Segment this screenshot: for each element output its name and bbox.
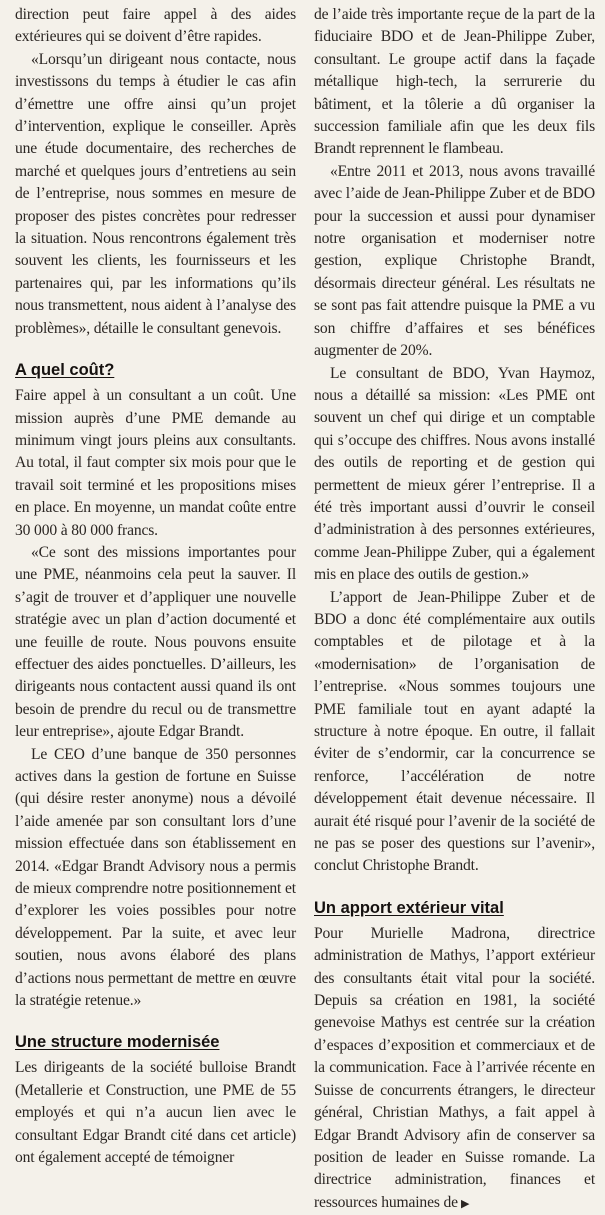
section-heading-cost: A quel coût? xyxy=(15,361,115,380)
section-heading-vital: Un apport extérieur vital xyxy=(314,898,504,917)
paragraph: Le CEO d’une banque de 350 personnes actives dans la gestion de fortune en Suisse (qui désire rester anonyme) nous a dévoilé l’aide amenée par son consultant lors d’une mission effectuée dans son établissement en 2014. «Edgar Brandt Advisory nous a permis de mieux comprendre notre positionnement et d’explorer les voies possibles pour notre développement. Par la suite, et avec leur soutien, nous avons élaboré des plans d’actions nous permettant de mettre en œuvre la stratégie retenue.» xyxy=(15,745,296,1010)
paragraph: L’apport de Jean-Philippe Zuber et de BDO a donc été complémentaire aux outils comptables et de pilotage et à la «modernisation» de l’organisation de l’entreprise. «Nous sommes toujours une PME familiale tout en ayant adapté la structure à notre époque. En outre, il fallait éviter de s’endormir, car la concurrence se renforce, l’accélération de notre développement était devenue nécessaire. Il aurait été risqué pour l’avenir de la société de ne pas se poser des questions sur l’avenir», conclut Christophe Brandt. xyxy=(314,588,595,875)
section-heading-structure: Une structure modernisée xyxy=(15,1033,220,1052)
paragraph: «Entre 2011 et 2013, nous avons travaillé avec l’aide de Jean-Philippe Zuber et de BDO pour la succession et aussi pour dynamiser notre organisation et moderniser notre gestion, explique Christophe Brandt, désormais directeur général. Les résultats ne se sont pas fait attendre puisque la PME a vu son chiffre d’affaires et ses bénéfices augmenter de 20%. xyxy=(314,162,595,360)
continue-arrow-icon: ▶ xyxy=(460,1197,470,1210)
paragraph-text: Pour Murielle Madrona, directrice administration de Mathys, l’apport extérieur des consultants était vital pour la société. Depuis sa création en 1981, la société genevoise Mathys est centrée sur la création d’espaces d’exposition et commerciaux et de la communication. Face à l’arrivée récente en Suisse de concurrents étrangers, le directeur général, Christian Mathys, a fait appel à Edgar Brandt Advisory afin de conserver sa position de leader en Suisse romande. La directrice administration, finances et ressources humaines de xyxy=(314,924,595,1211)
paragraph: Les dirigeants de la société bulloise Brandt (Metallerie et Construction, une PME de 55 employés et qui n’a aucun lien avec le consultant Edgar Brandt cité dans cet article) ont également accepté de témoigner xyxy=(15,1059,296,1167)
paragraph: direction peut faire appel à des aides extérieures qui se doivent d’être rapides. xyxy=(15,6,296,46)
paragraph: de l’aide très importante reçue de la part de la fiduciaire BDO et de Jean-Philippe Zuber, consultant. Le groupe actif dans la façade métallique high-tech, la serrurerie du bâtiment, et la tôlerie a dû organiser la succession familiale afin que les deux fils Brandt reprennent le flambeau. xyxy=(314,6,595,158)
left-column xyxy=(15,4,296,1200)
paragraph: Faire appel à un consultant a un coût. Une mission auprès d’une PME demande au minimum vingt jours pleins aux consultants. Au total, il faut compter six mois pour que le travail soit terminé et les propositions mises en place. En moyenne, un mandat coûte entre 30 000 à 80 000 francs. xyxy=(15,387,296,539)
paragraph: Le consultant de BDO, Yvan Haymoz, nous a détaillé sa mission: «Les PME ont souvent un chef qui dirige et un comptable qui s’occupe des chiffres. Nous avons installé des outils de reporting et de gestion qui permettent de mieux gérer l’entreprise. Il a été très important aussi d’ouvrir le conseil d’administration à des personnes extérieures, comme Jean-Philippe Zuber, qui a également mis en place des outils de gestion.» xyxy=(314,364,595,584)
paragraph: «Lorsqu’un dirigeant nous contacte, nous investissons du temps à étudier le cas afin d’émettre une offre ainsi qu’un projet d’intervention, explique le conseiller. Après une étude documentaire, des recherches de marché et quelques jours d’entretiens au sein de l’entreprise, nous sommes en mesure de proposer des pistes concrètes pour redresser la situation. Nous rencontrons également très souvent les clients, les fournisseurs et les partenaires qui, par les informations qu’ils nous transmettent, nous aident à l’analyse des problèmes», détaille le consultant genevois. xyxy=(15,50,296,337)
paragraph-last xyxy=(314,923,595,1215)
right-column xyxy=(314,4,595,1211)
paragraph: «Ce sont des missions importantes pour une PME, néanmoins cela peut la sauver. Il s’agit de trouver et d’appliquer une nouvelle stratégie avec un plan d’action documenté et une feuille de route. Nous pouvons ensuite effectuer des aides ponctuelles. D’ailleurs, les dirigeants nous contactent aussi quand ils ont besoin de prendre du recul ou de transmettre leur entreprise», ajoute Edgar Brandt. xyxy=(15,543,296,741)
